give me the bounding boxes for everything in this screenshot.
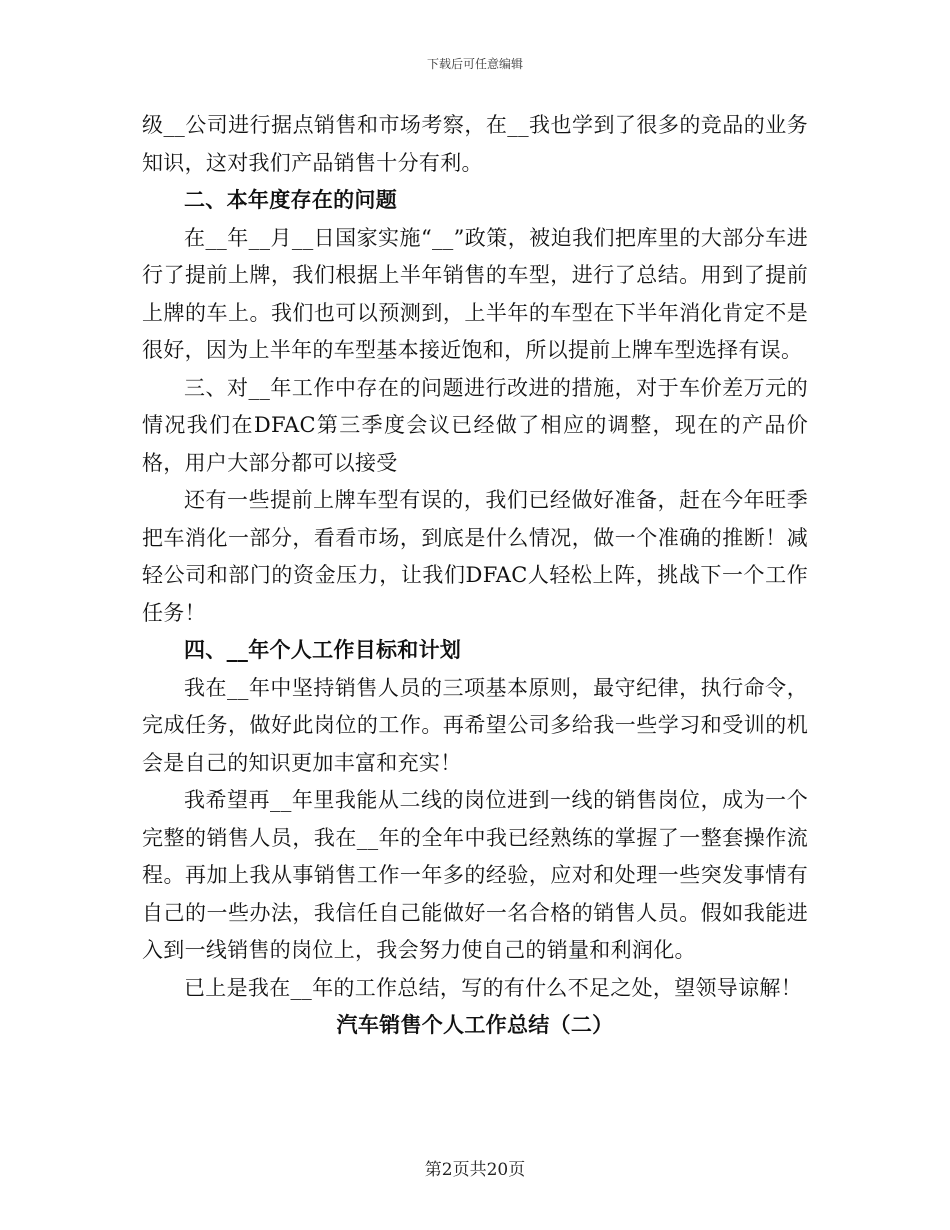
paragraph-problems: 在__年__月__日国家实施“__”政策，被迫我们把库里的大部分车进行了提前上牌，我们根据上半年销售的车型，进行了总结。用到了提前上牌的车上。我们也可以预测到，上半年的车型在下半年消化肯定不是很好，因为上半年的车型基本接近饱和，所以提前上牌车型选择有误。 — [142, 225, 808, 362]
section-heading-problems: 二、本年度存在的问题 — [184, 188, 397, 212]
paragraph-improvements: 三、对__年工作中存在的问题进行改进的措施，对于车价差万元的情况我们在DFAC第三季度会议已经做了相应的调整，现在的产品价格，用户大部分都可以接受 — [142, 375, 808, 475]
section-heading-goals: 四、__年个人工作目标和计划 — [184, 638, 462, 662]
paragraph-closing: 已上是我在__年的工作总结，写的有什么不足之处，望领导谅解！ — [184, 975, 802, 1000]
document-body — [142, 107, 808, 1045]
next-section-title: 汽车销售个人工作总结（二） — [336, 1013, 614, 1037]
paragraph-continued: 级__公司进行据点销售和市场考察，在__我也学到了很多的竞品的业务知识，这对我们产品销售十分有利。 — [142, 113, 808, 175]
page-header: 下载后可任意编辑 — [426, 57, 523, 71]
paragraph-principles: 我在__年中坚持销售人员的三项基本原则，最守纪律，执行命令，完成任务，做好此岗位的工作。再希望公司多给我一些学习和受训的机会是自己的知识更加丰富和充实！ — [142, 675, 808, 775]
paragraph-preparation: 还有一些提前上牌车型有误的，我们已经做好准备，赶在今年旺季把车消化一部分，看看市场，到底是什么情况，做一个准确的推断！减轻公司和部门的资金压力，让我们DFAC人轻松上阵，挑战下一个工作任务！ — [142, 488, 808, 625]
paragraph-hopes: 我希望再__年里我能从二线的岗位进到一线的销售岗位，成为一个完整的销售人员，我在__年的全年中我已经熟练的掌握了一整套操作流程。再加上我从事销售工作一年多的经验，应对和处理一些突发事情有自己的一些办法，我信任自己能做好一名合格的销售人员。假如我能进入到一线销售的岗位上，我会努力使自己的销量和利润化。 — [142, 788, 808, 962]
page-footer: 第2页共20页 — [424, 1160, 526, 1180]
